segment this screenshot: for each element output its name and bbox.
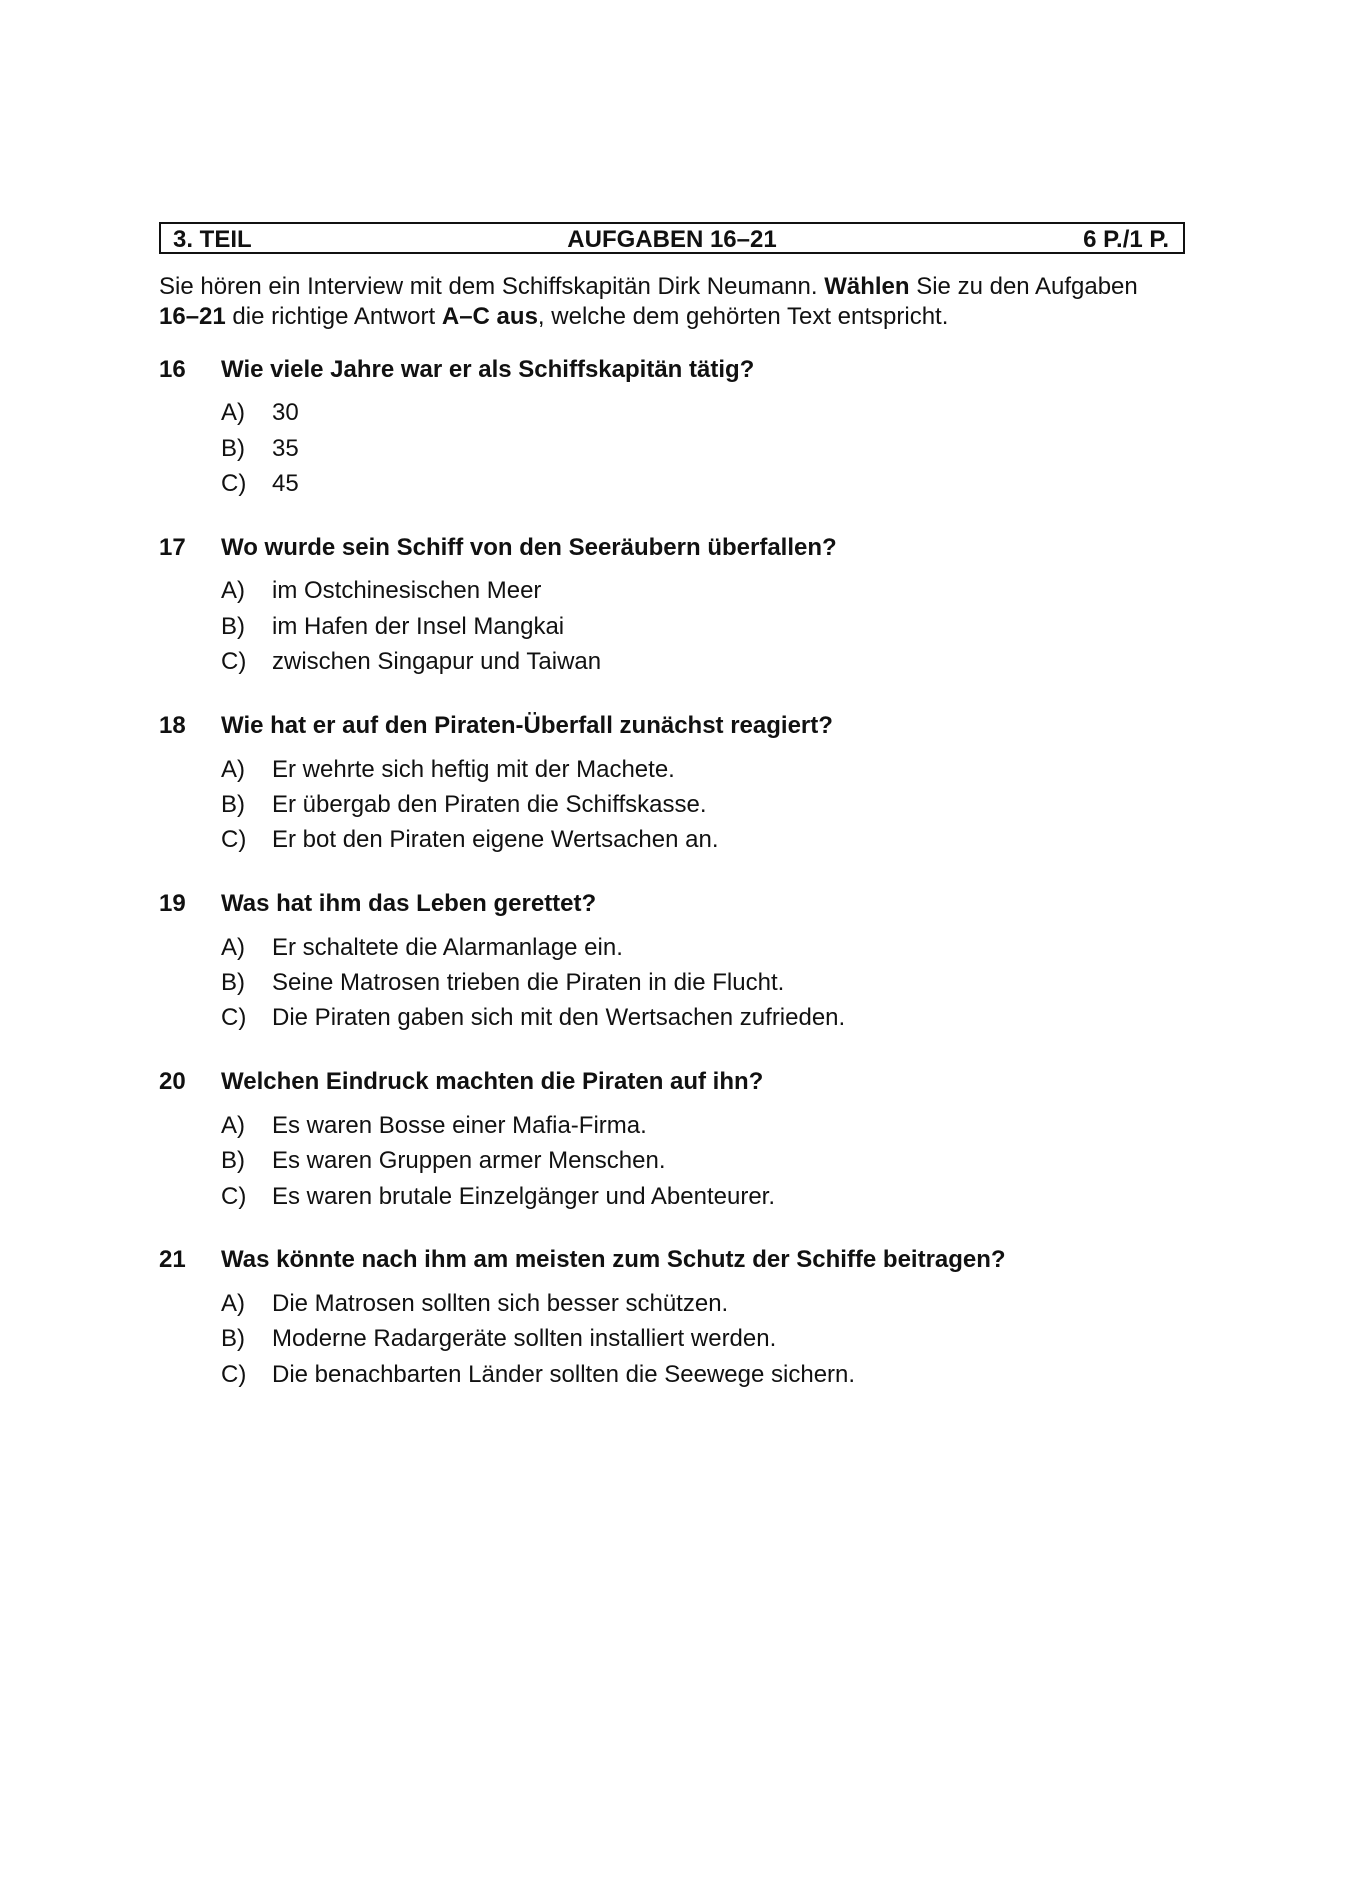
intro-text-1: Sie hören ein Interview mit dem Schiffskapitän Dirk Neumann. xyxy=(159,273,818,300)
header-points: 6 P./1 P. xyxy=(1083,226,1169,253)
question-text: Was hat ihm das Leben gerettet? xyxy=(221,890,597,917)
option-text: 30 xyxy=(272,399,299,426)
option-text: Die benachbarten Länder sollten die Seewege sichern. xyxy=(272,1361,856,1388)
option-text: Er schaltete die Alarmanlage ein. xyxy=(272,934,623,961)
option-text: im Hafen der Insel Mangkai xyxy=(272,613,565,640)
question-text: Was könnte nach ihm am meisten zum Schutz der Schiffe beitragen? xyxy=(221,1246,1006,1273)
question-text: Wie hat er auf den Piraten-Überfall zunächst reagiert? xyxy=(221,712,833,739)
option-text: im Ostchinesischen Meer xyxy=(272,577,542,604)
intro-text-3: die richtige Antwort xyxy=(232,303,436,330)
option-letter: A) xyxy=(221,1290,245,1317)
header-tasks: AUFGABEN 16–21 xyxy=(567,226,777,253)
option-letter: A) xyxy=(221,934,245,961)
option-text: Er wehrte sich heftig mit der Machete. xyxy=(272,756,675,783)
option-letter: B) xyxy=(221,969,245,996)
intro-text-2: Sie zu den Aufgaben xyxy=(916,273,1138,300)
option-letter: B) xyxy=(221,1147,245,1174)
intro-bold-2: 16–21 xyxy=(159,303,226,330)
option-letter: A) xyxy=(221,399,245,426)
question-text: Wie viele Jahre war er als Schiffskapitän tätig? xyxy=(221,356,755,383)
option-letter: A) xyxy=(221,577,245,604)
header-part: 3. TEIL xyxy=(173,226,252,253)
intro-bold-1: Wählen xyxy=(824,273,910,300)
intro-text-4: , welche dem gehörten Text entspricht. xyxy=(537,303,949,330)
option-text: Seine Matrosen trieben die Piraten in die Flucht. xyxy=(272,969,785,996)
option-text: 45 xyxy=(272,470,299,497)
intro-bold-3: A–C aus xyxy=(441,303,538,330)
option-letter: C) xyxy=(221,826,247,853)
question-number: 20 xyxy=(159,1068,186,1095)
question-number: 17 xyxy=(159,534,186,561)
question-number: 16 xyxy=(159,356,186,383)
question-text: Wo wurde sein Schiff von den Seeräubern überfallen? xyxy=(221,534,837,561)
question-number: 18 xyxy=(159,712,186,739)
option-letter: B) xyxy=(221,791,245,818)
option-letter: C) xyxy=(221,470,247,497)
option-letter: A) xyxy=(221,1112,245,1139)
option-text: Es waren Gruppen armer Menschen. xyxy=(272,1147,666,1174)
section-header xyxy=(159,222,1185,254)
option-text: Moderne Radargeräte sollten installiert werden. xyxy=(272,1325,777,1352)
question-number: 19 xyxy=(159,890,186,917)
instructions xyxy=(159,272,1199,332)
option-text: Die Matrosen sollten sich besser schützen. xyxy=(272,1290,729,1317)
option-text: Er bot den Piraten eigene Wertsachen an. xyxy=(272,826,719,853)
option-letter: C) xyxy=(221,1004,247,1031)
option-text: Die Piraten gaben sich mit den Wertsachen zufrieden. xyxy=(272,1004,846,1031)
option-letter: C) xyxy=(221,648,247,675)
option-letter: B) xyxy=(221,1325,245,1352)
question-text: Welchen Eindruck machten die Piraten auf ihn? xyxy=(221,1068,764,1095)
option-letter: B) xyxy=(221,435,245,462)
question-number: 21 xyxy=(159,1246,186,1273)
option-text: 35 xyxy=(272,435,299,462)
option-text: Es waren Bosse einer Mafia-Firma. xyxy=(272,1112,647,1139)
option-text: Es waren brutale Einzelgänger und Abenteurer. xyxy=(272,1183,776,1210)
option-letter: C) xyxy=(221,1183,247,1210)
option-text: Er übergab den Piraten die Schiffskasse. xyxy=(272,791,707,818)
option-text: zwischen Singapur und Taiwan xyxy=(272,648,602,675)
option-letter: C) xyxy=(221,1361,247,1388)
option-letter: B) xyxy=(221,613,245,640)
option-letter: A) xyxy=(221,756,245,783)
